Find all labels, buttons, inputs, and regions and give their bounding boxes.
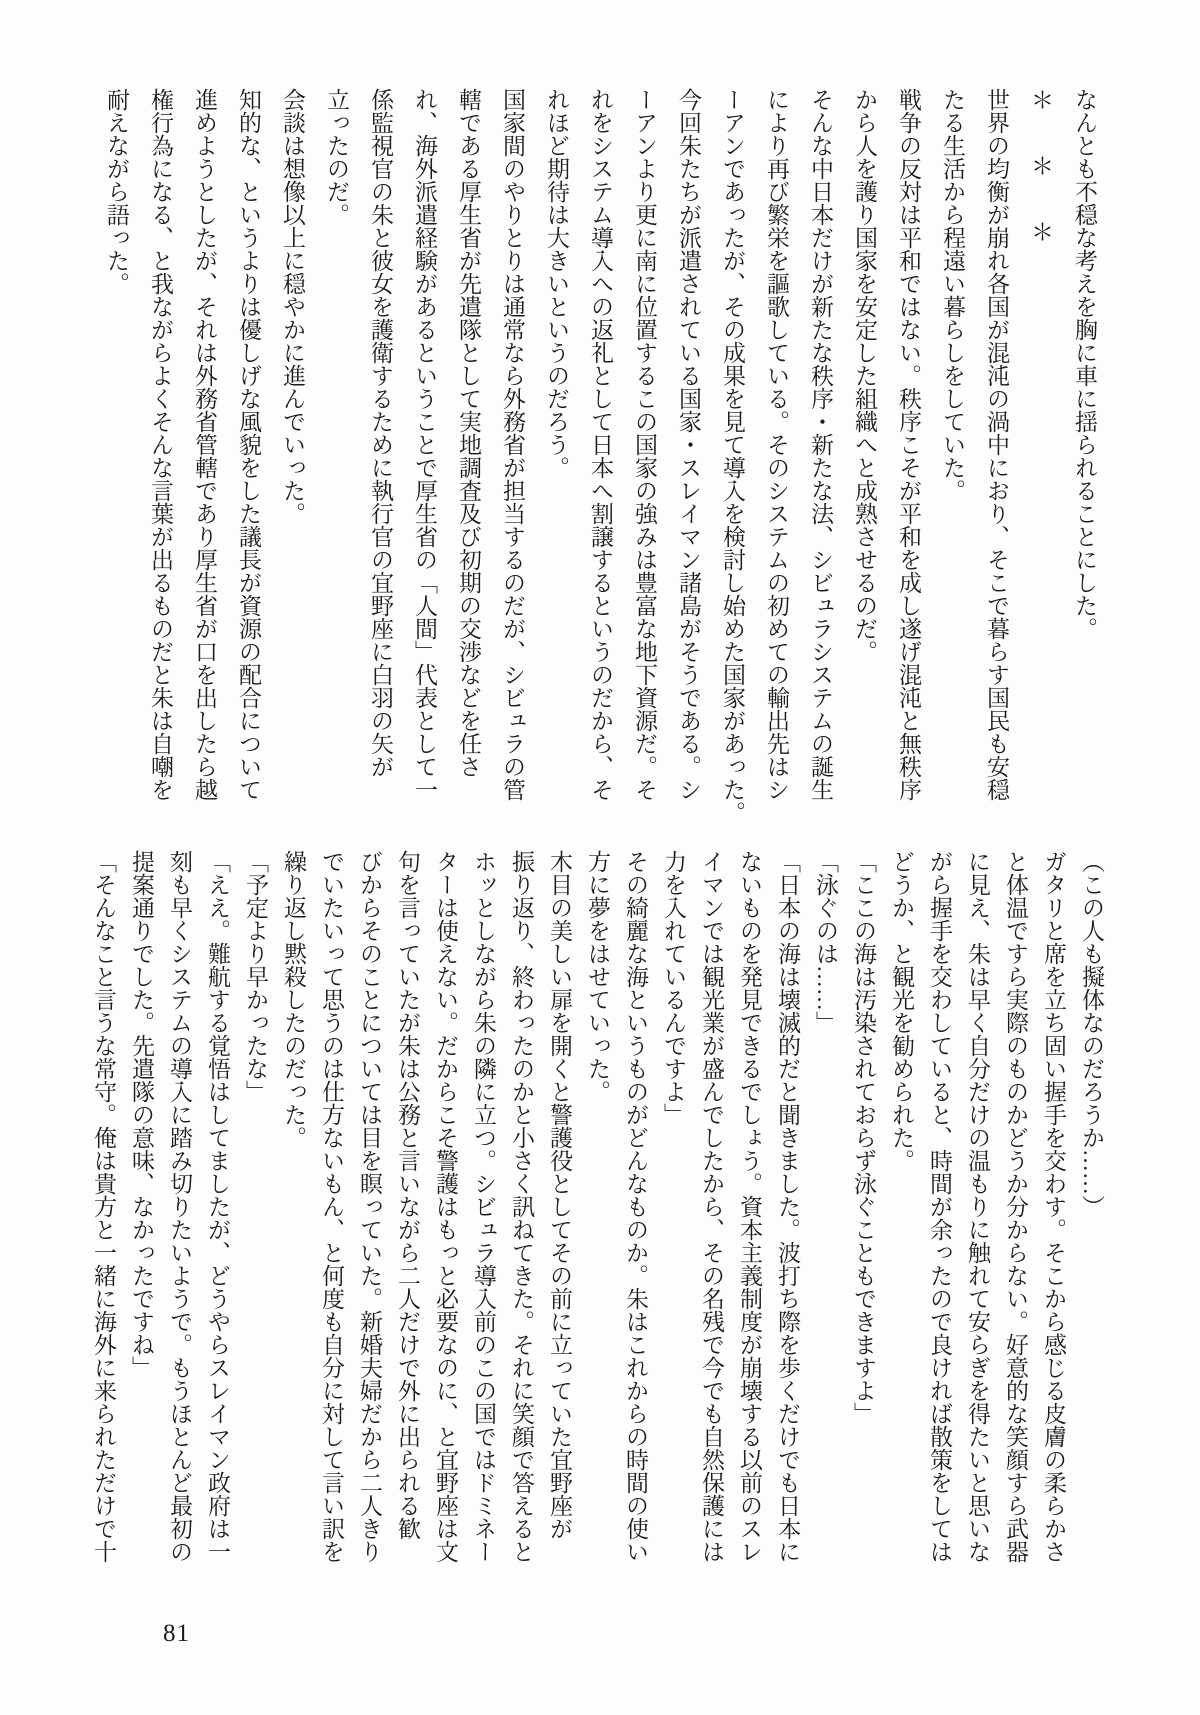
text-column: イマンでは観光業が盛んでしたから、その名残で今でも自然保護には	[699, 850, 724, 1563]
text-column: 今回朱たちが派遣されている国家・スレイマン諸島がそうである。シ	[676, 88, 701, 801]
text-column: 国家間のやりとりは通常なら外務省が担当するのだが、シビュラの管	[500, 88, 525, 801]
text-column: 戦争の反対は平和ではない。秩序こそが平和を成し遂げ混沌と無秩序	[896, 88, 921, 801]
text-column: により再び繁栄を謳歌している。そのシステムの初めての輸出先はシ	[764, 88, 789, 801]
text-column: なんとも不穏な考えを胸に車に揺られることにした。	[1072, 88, 1097, 640]
text-column: 会談は想像以上に穏やかに進んでいった。	[280, 88, 305, 525]
text-column: そんな中日本だけが新たな秩序・新たな法、シビュラシステムの誕生	[808, 88, 833, 801]
section-separator: ＊ ＊ ＊	[1028, 88, 1053, 253]
text-column: れをシステム導入への返礼として日本へ割譲するというのだから、そ	[588, 88, 613, 801]
text-column: 振り返り、終わったのかと小さく訊ねてきた。それに笑顔で答えると	[509, 850, 534, 1563]
text-column: 「ここの海は汚染されておらず泳ぐこともできますよ」	[851, 850, 876, 1425]
text-column: 権行為になる、と我ながらよくそんな言葉が出るものだと朱は自嘲を	[148, 88, 173, 801]
text-column: 提案通りでした。先遣隊の意味、なかったですね」	[129, 850, 154, 1379]
text-column: れほど期待は大きいというのだろう。	[544, 88, 569, 479]
text-column: と体温ですら実際のものかどうか分からない。好意的な笑顔すら武器	[1003, 850, 1028, 1563]
text-column: れ、海外派遣経験があるということで厚生省の「人間」代表として一	[412, 88, 437, 801]
text-column: 「日本の海は壊滅的だと聞きました。波打ち際を歩くだけでも日本に	[775, 850, 800, 1563]
text-column: 立ったのだ。	[324, 88, 349, 226]
text-column: 世界の均衡が崩れ各国が混沌の渦中におり、そこで暮らす国民も安穏	[984, 88, 1009, 801]
text-column: 力を入れているんですよ」	[661, 850, 686, 1126]
text-column: 知的な、というよりは優しげな風貌をした議長が資源の配合について	[236, 88, 261, 801]
text-column: ーアンであったが、その成果を見て導入を検討し始めた国家があった。	[720, 88, 745, 824]
text-column: 繰り返し黙殺したのだった。	[281, 850, 306, 1149]
text-column: ターは使えない。だからこそ警護はもっと必要なのに、と宜野座は文	[433, 850, 458, 1563]
page-number: 81	[163, 1620, 190, 1647]
text-column: 「ええ。難航する覚悟はしてましたが、どうやらスレイマン政府は一	[205, 850, 230, 1563]
text-column: 句を言っていたが朱は公務と言いながら二人だけで外に出られる歓	[395, 850, 420, 1540]
text-column: 木目の美しい扉を開くと警護役としてその前に立っていた宜野座が	[547, 850, 572, 1540]
top-text-block	[94, 88, 1106, 832]
text-column: どうか、と観光を勧められた。	[889, 850, 914, 1172]
text-column: 耐えながら語った。	[104, 88, 129, 295]
text-column: その綺麗な海というものがどんなものか。朱はこれからの時間の使い	[623, 850, 648, 1563]
text-column: 「泳ぐのは……」	[813, 850, 838, 1034]
text-column: でいたいって思うのは仕方ないもん、と何度も自分に対して言い訳を	[319, 850, 344, 1563]
text-column: ーアンより更に南に位置するこの国家の強みは豊富な地下資源だ。そ	[632, 88, 657, 801]
text-column: （この人も擬体なのだろうか……）	[1079, 850, 1104, 1218]
text-column: ないものを発見できるでしょう。資本主義制度が崩壊する以前のスレ	[737, 850, 762, 1563]
text-column: ホッとしながら朱の隣に立つ。シビュラ導入前のこの国ではドミネー	[471, 850, 496, 1563]
text-column: 進めようとしたが、それは外務省管轄であり厚生省が口を出したら越	[192, 88, 217, 801]
text-column: から人を護り国家を安定した組織へと成熟させるのだ。	[852, 88, 877, 663]
text-column: 「予定より早かったな」	[243, 850, 268, 1103]
text-column: 刻も早くシステムの導入に踏み切りたいようで。もうほとんど最初の	[167, 850, 192, 1563]
text-column: に見え、朱は早く自分だけの温もりに触れて安らぎを得たいと思いな	[965, 850, 990, 1563]
text-column: がら握手を交わしていると、時間が余ったので良ければ散策をしては	[927, 850, 952, 1563]
text-column: 轄である厚生省が先遣隊として実地調査及び初期の交渉などを任さ	[456, 88, 481, 778]
text-column: ガタリと席を立ち固い握手を交わす。そこから感じる皮膚の柔らかさ	[1041, 850, 1066, 1563]
bottom-text-block	[84, 850, 1110, 1568]
text-column: びからそのことについては目を瞑っていた。新婚夫婦だから二人きり	[357, 850, 382, 1563]
text-column: 係監視官の朱と彼女を護衛するために執行官の宜野座に白羽の矢が	[368, 88, 393, 778]
text-column: 方に夢をはせていった。	[585, 850, 610, 1103]
text-column: たる生活から程遠い暮らしをしていた。	[940, 88, 965, 502]
text-column: 「そんなこと言うな常守。俺は貴方と一緒に海外に来られただけで十	[91, 850, 116, 1563]
